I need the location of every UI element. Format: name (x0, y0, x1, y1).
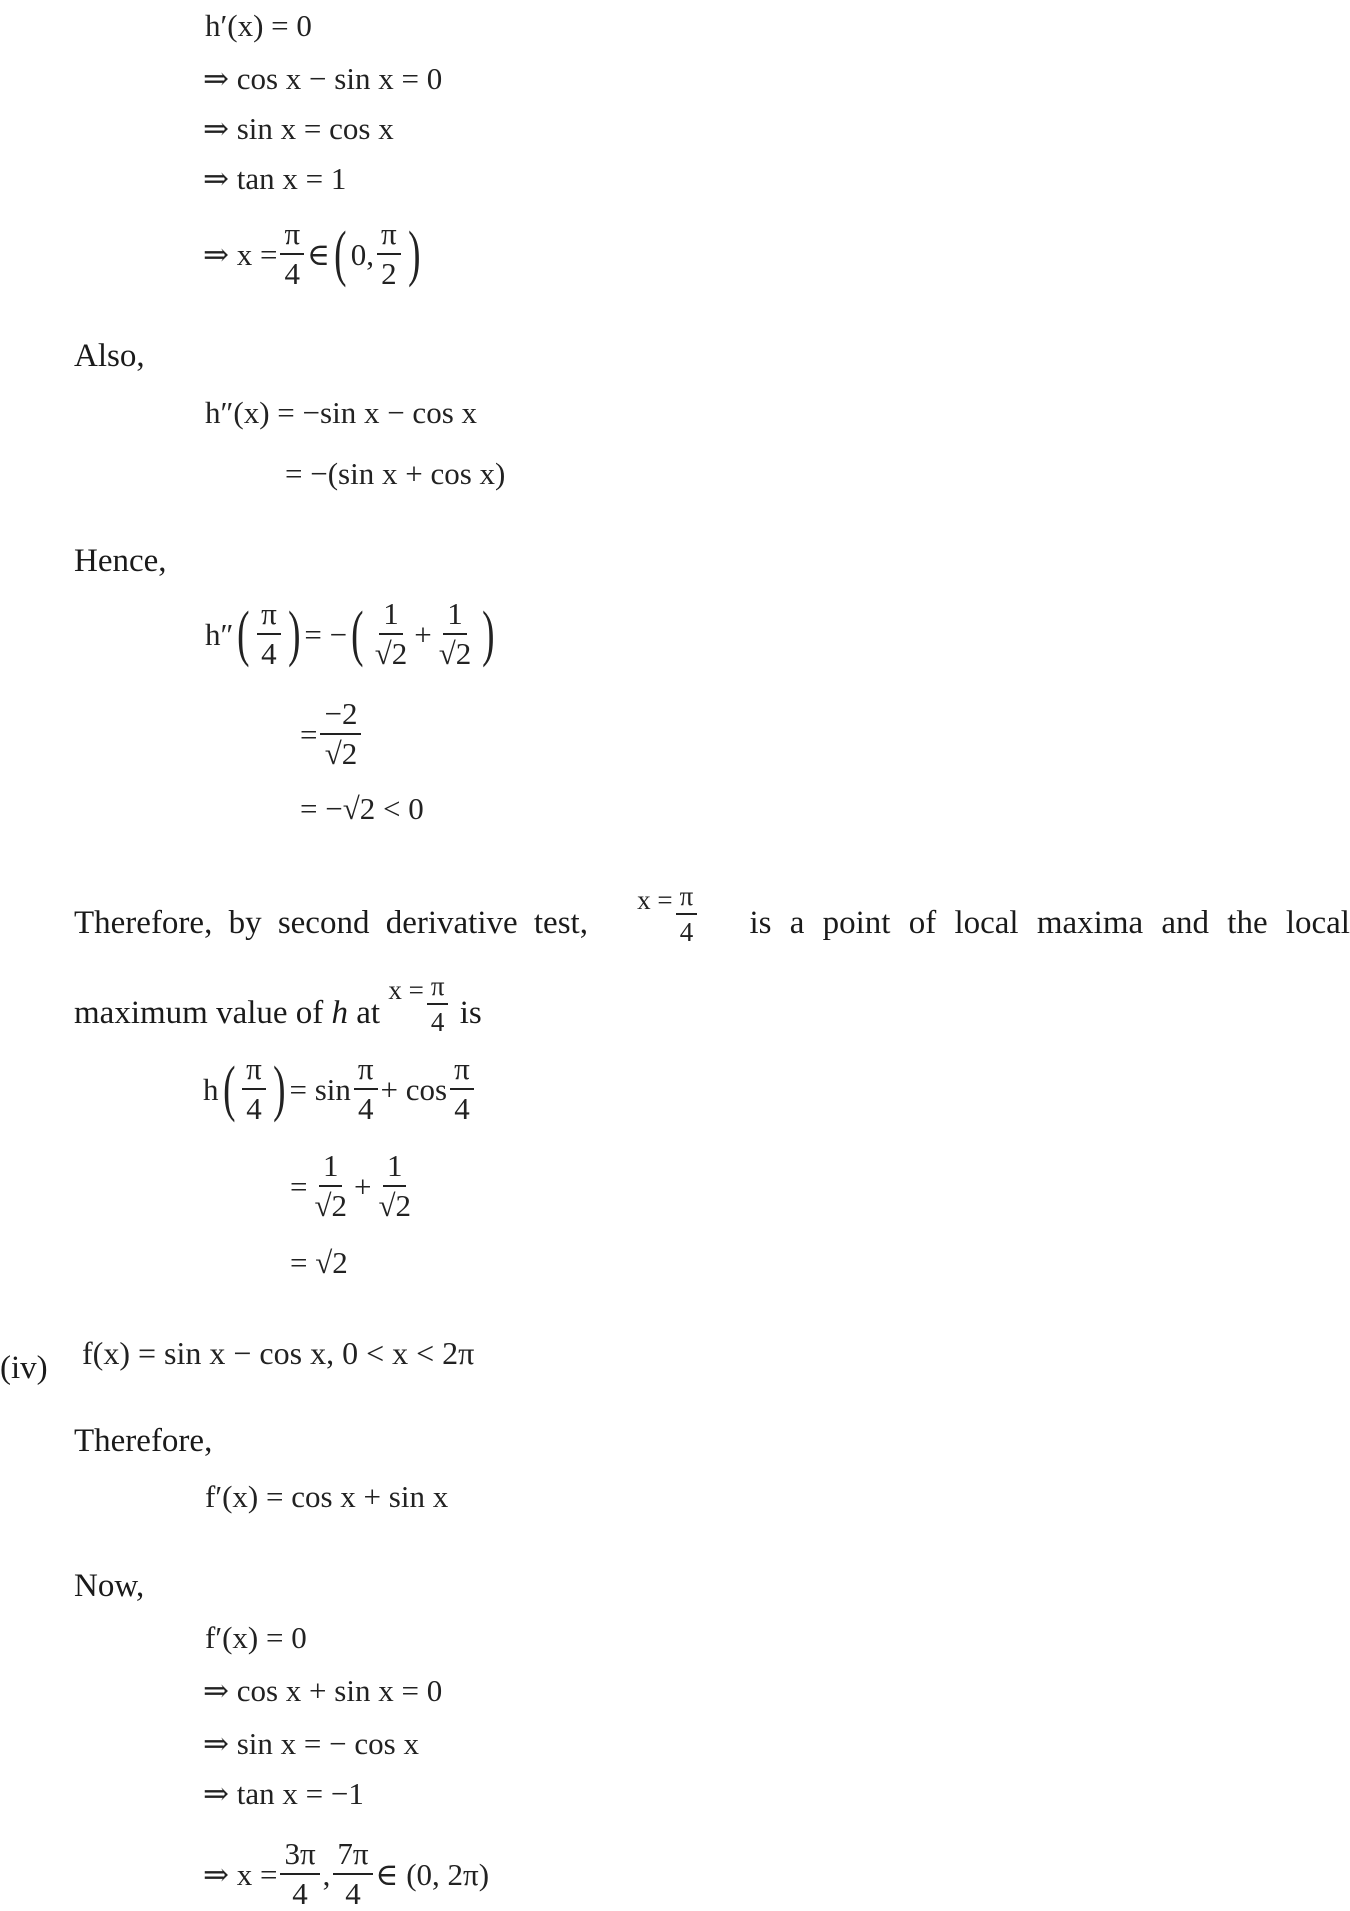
fraction-numerator: 1 (443, 598, 467, 635)
step-expression: tan x = −1 (236, 1776, 364, 1811)
equals-sign: = (290, 1168, 308, 1204)
fraction-denominator: 4 (345, 1875, 361, 1911)
equation-step (203, 1778, 364, 1809)
fraction-numerator: π (257, 598, 281, 635)
fraction-denominator: 4 (292, 1875, 308, 1911)
fraction-numerator: 7π (333, 1838, 372, 1875)
fraction (427, 972, 449, 1036)
hence-label: Hence, (74, 543, 167, 579)
fraction-numerator: 1 (379, 598, 403, 635)
fraction (257, 598, 281, 670)
equation-step (203, 1675, 442, 1706)
fraction (435, 598, 476, 670)
fraction-denominator: √2 (314, 1187, 347, 1223)
left-paren: ( (237, 600, 250, 669)
fraction (320, 698, 361, 770)
fraction-numerator: π (377, 218, 401, 255)
fraction (333, 1838, 372, 1910)
fraction (450, 1053, 474, 1125)
comma: , (322, 1856, 331, 1892)
plus-sign: + (354, 1168, 372, 1204)
implies-arrow-icon: ⇒ (203, 61, 229, 96)
fraction (377, 218, 401, 290)
part-iv-definition: f(x) = sin x − cos x, 0 < x < 2π (82, 1335, 475, 1371)
equals-sin: = sin (289, 1071, 351, 1107)
step-expression: cos x − sin x = 0 (236, 61, 443, 96)
implies-arrow-icon: ⇒ (203, 1726, 229, 1761)
fraction-denominator: 4 (679, 916, 694, 947)
conclusion-text-line2-part1: maximum value of (74, 995, 324, 1031)
equation-h-double-prime-factored: = −(sin x + cos x) (285, 456, 506, 491)
fraction (242, 1053, 266, 1125)
fraction (310, 1150, 351, 1222)
equation-h-prime-zero: h′(x) = 0 (205, 8, 312, 43)
step-expression: sin x = − cos x (236, 1726, 419, 1761)
fraction (374, 1150, 415, 1222)
now-label: Now, (74, 1568, 145, 1604)
fraction-denominator: 4 (284, 255, 301, 291)
step-expression: tan x = 1 (236, 161, 347, 196)
conclusion-line-2 (74, 970, 482, 1037)
right-paren: ) (407, 220, 421, 289)
plus-sign: + (414, 616, 432, 652)
fraction (371, 598, 412, 670)
fraction (280, 1838, 319, 1910)
left-paren: ( (351, 600, 364, 669)
fraction-numerator: π (242, 1053, 266, 1090)
fraction-denominator: 4 (246, 1090, 262, 1126)
fraction (280, 218, 304, 290)
equation-sum-of-fractions (290, 1150, 418, 1222)
equation-h-double-prime: h″(x) = −sin x − cos x (205, 395, 478, 430)
therefore-label: Therefore, (74, 1423, 213, 1459)
fraction-numerator: 1 (319, 1150, 343, 1187)
interval-suffix: ∈ (0, 2π) (375, 1856, 490, 1892)
equation-step (203, 163, 346, 194)
fraction-numerator: π (676, 882, 698, 914)
implies-arrow-icon: ⇒ (203, 111, 229, 146)
fraction-numerator: −2 (320, 698, 361, 735)
also-label: Also, (74, 338, 145, 374)
equation-h-double-prime-at-pi-over-4 (205, 598, 499, 670)
function-name: h (203, 1071, 219, 1107)
equation-step-solution (203, 218, 424, 290)
x-equals: x = (637, 884, 673, 915)
plus-cos: + cos (380, 1071, 448, 1107)
equation-simplified (300, 698, 364, 770)
equation-step-solution (203, 1838, 489, 1910)
conclusion-line-1 (74, 880, 1350, 947)
equation-h-at-pi-over-4 (203, 1053, 477, 1125)
fraction-numerator: 1 (383, 1150, 407, 1187)
fraction-denominator: 2 (381, 255, 397, 291)
right-paren: ) (272, 1055, 286, 1124)
fraction-denominator: √2 (374, 635, 408, 671)
equation-step (203, 113, 394, 144)
part-iv-label: (iv) (0, 1350, 48, 1386)
implies-arrow-icon: ⇒ (203, 1673, 229, 1708)
right-paren: ) (287, 600, 301, 669)
fraction-numerator: π (450, 1053, 474, 1090)
fraction-denominator: √2 (324, 735, 358, 771)
fraction-numerator: π (354, 1053, 378, 1090)
left-paren: ( (334, 220, 347, 289)
fraction-denominator: 4 (357, 1090, 374, 1126)
fraction-denominator: 4 (430, 1006, 445, 1037)
equals-sign: = (300, 716, 318, 752)
implies-arrow-icon: ⇒ (203, 236, 229, 272)
fraction-numerator: π (280, 218, 304, 255)
implies-arrow-icon: ⇒ (203, 161, 229, 196)
left-paren: ( (222, 1055, 236, 1124)
conclusion-text-is: is (459, 995, 482, 1031)
fraction-denominator: 4 (454, 1090, 470, 1126)
x-equals: x = (388, 974, 424, 1005)
equation-f-prime-zero: f′(x) = 0 (205, 1620, 307, 1655)
fraction (676, 882, 698, 946)
fraction-denominator: 4 (261, 635, 277, 671)
fraction (354, 1053, 378, 1125)
right-paren: ) (482, 600, 495, 669)
equation-step (203, 1728, 419, 1759)
conclusion-text-part1: Therefore, by second derivative test, (74, 905, 588, 941)
inline-x-equals-pi-over-4 (388, 972, 451, 1036)
conclusion-text-part2: is a point of local maxima and the local (749, 905, 1350, 941)
fraction-numerator: 3π (280, 1838, 319, 1875)
interval-left: 0, (350, 236, 374, 272)
step-prefix: x = (236, 236, 278, 272)
fraction-denominator: √2 (378, 1187, 411, 1223)
equation-f-prime: f′(x) = cos x + sin x (205, 1479, 449, 1514)
implies-arrow-icon: ⇒ (203, 1776, 229, 1811)
function-name: h″ (205, 616, 234, 652)
equation-result-sqrt2: = √2 (290, 1245, 348, 1280)
step-prefix: x = (236, 1856, 278, 1892)
step-expression: sin x = cos x (236, 111, 394, 146)
element-of-symbol: ∈ (307, 236, 331, 272)
fraction-numerator: π (427, 972, 449, 1004)
conclusion-text-at: at (356, 995, 381, 1031)
equals-negative: = − (304, 616, 348, 652)
equation-result-negative: = −√2 < 0 (300, 791, 424, 826)
implies-arrow-icon: ⇒ (203, 1856, 229, 1892)
fraction-denominator: √2 (438, 635, 472, 671)
inline-x-equals-pi-over-4 (637, 882, 700, 946)
variable-h: h (331, 995, 349, 1031)
equation-step (203, 63, 442, 94)
step-expression: cos x + sin x = 0 (236, 1673, 443, 1708)
